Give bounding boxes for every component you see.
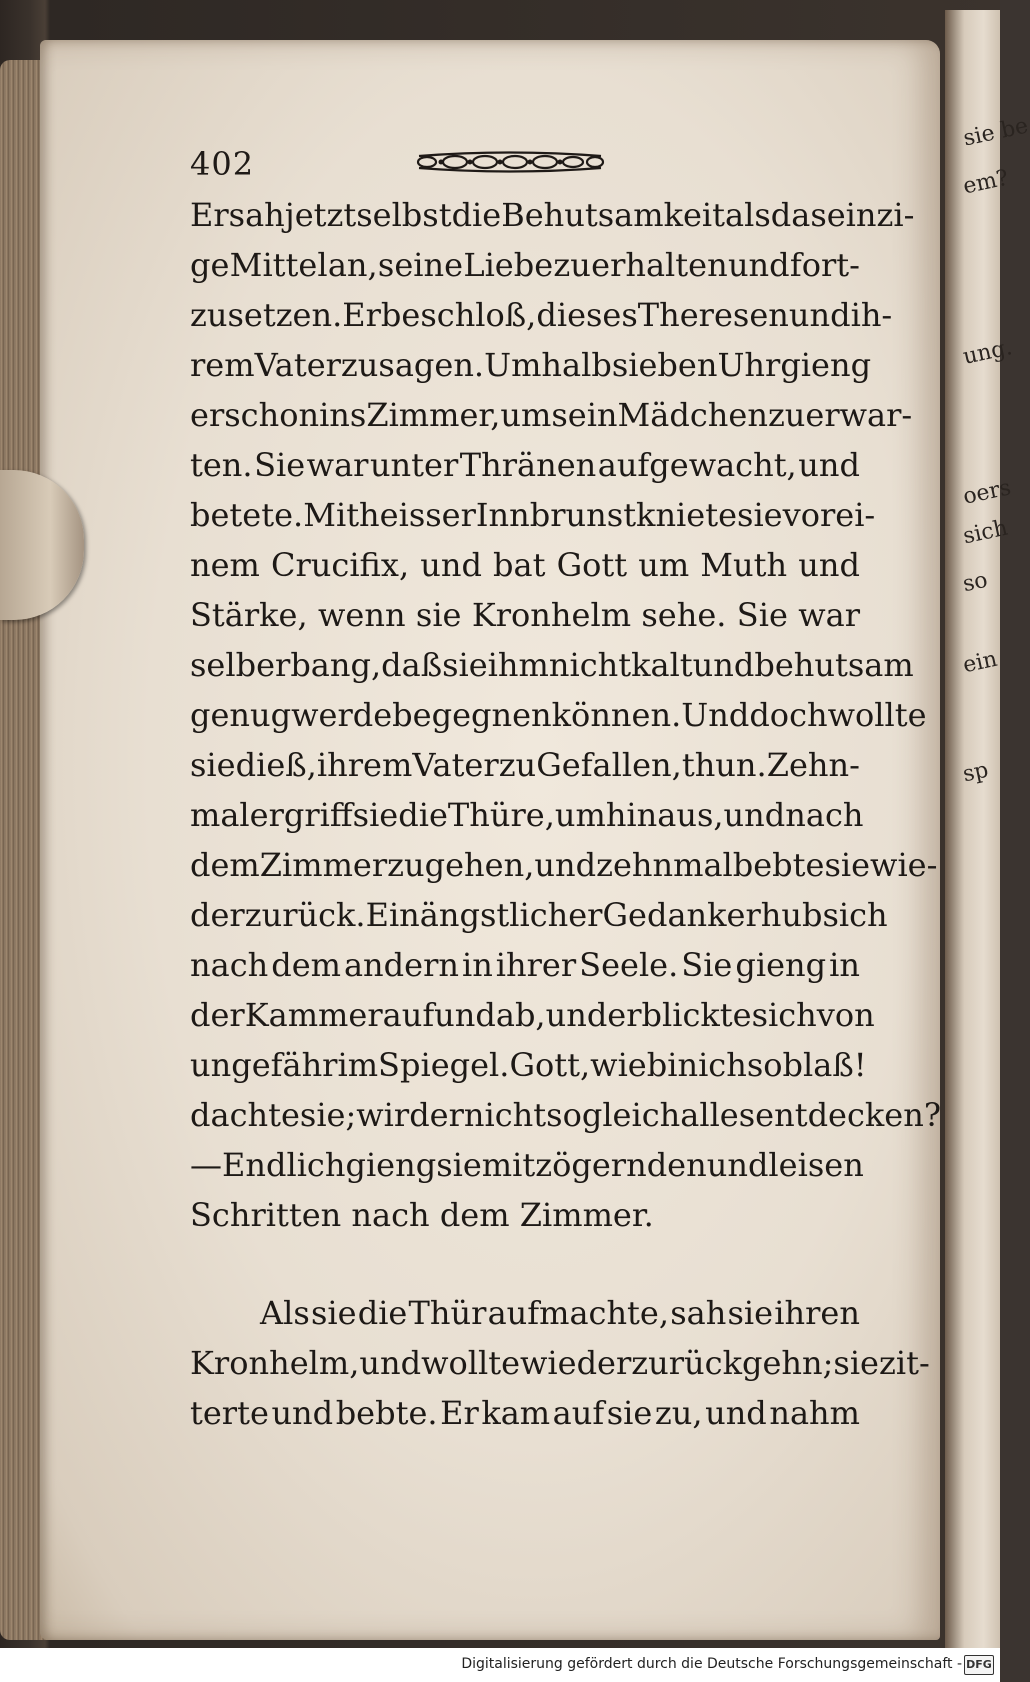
text-line: dem Zimmer zu gehen, und zehnmal bebte sie wie-: [190, 846, 938, 884]
text-line: — Endlich gieng sie mit zögernden und leisen: [190, 1146, 864, 1184]
paragraph-gap: [190, 1240, 860, 1288]
text-line: mal ergriff sie die Thüre, um hinaus, und nach: [190, 796, 864, 834]
adjacent-page-fragment: oers: [960, 475, 1014, 510]
text-line: Kronhelm, und wollte wieder zurückgehn; sie zit-: [190, 1344, 930, 1382]
adjacent-page-fragment: sp: [960, 757, 991, 788]
text-line: selber bang, daß sie ihm nicht kalt und behutsam: [190, 646, 914, 684]
text-line: nach dem andern in ihrer Seele. Sie gieng in: [190, 946, 860, 984]
dfg-logo: DFG: [964, 1655, 994, 1675]
text-line: Schritten nach dem Zimmer.: [190, 1196, 654, 1234]
adjacent-page-fragment: ung.: [960, 335, 1015, 370]
text-line: nem Crucifix, und bat Gott um Muth und: [190, 546, 860, 584]
text-line: rem Vater zu sagen. Um halb sieben Uhr gieng: [190, 346, 872, 384]
text-line: ge Mittel an, seine Liebe zu erhalten und fort-: [190, 246, 860, 284]
text-line: ten. Sie war unter Thränen aufgewacht, und: [190, 446, 860, 484]
body-text: [190, 190, 941, 1438]
text-line: er schon ins Zimmer, um sein Mädchen zu erwar-: [190, 396, 913, 434]
adjacent-page-fragment: sich: [960, 515, 1010, 550]
adjacent-page-fragment: so: [960, 567, 990, 598]
footer-bar: [0, 1648, 1000, 1682]
text-line: terte und bebte. Er kam auf sie zu, und nahm: [190, 1394, 860, 1432]
text-line: Stärke, wenn sie Kronhelm sehe. Sie war: [190, 596, 860, 634]
text-line: ungefähr im Spiegel. Gott, wie bin ich so blaß!: [190, 1046, 867, 1084]
adjacent-page-fragment: ein: [960, 646, 1000, 679]
text-line: der Kammer auf und ab, und erblickte sich von: [190, 996, 875, 1034]
page-header: [190, 145, 830, 185]
text-line: Als sie die Thür aufmachte, sah sie ihren: [260, 1294, 860, 1332]
text-line: der zurück. Ein ängstlicher Gedank erhub sich: [190, 896, 888, 934]
text-line: dachte sie; wird er nicht sogleich alles entdecken?: [190, 1096, 941, 1134]
text-line: Er sah jetzt selbst die Behutsamkeit als das einzi-: [190, 196, 915, 234]
adjacent-page-text: [945, 10, 1030, 1650]
text-line: betete. Mit heisser Innbrunst kniete sie vor ei-: [190, 496, 876, 534]
adjacent-page-fragment: sie be: [961, 113, 1030, 152]
adjacent-page-fragment: em?: [960, 165, 1011, 200]
text-line: sie dieß, ihrem Vater zu Gefallen, thun. Zehn-: [190, 746, 860, 784]
text-line: zusetzen. Er beschloß, dieses Theresen und ih-: [190, 296, 893, 334]
footer-credit: Digitalisierung gefördert durch die Deutsche Forschungsgemeinschaft -: [461, 1656, 962, 1672]
ornament-rule-icon: [415, 147, 605, 177]
page-number: 402: [190, 145, 255, 183]
text-line: genug werde begegnen können. Und doch wollte: [190, 696, 927, 734]
adjacent-page: [945, 10, 1030, 1650]
